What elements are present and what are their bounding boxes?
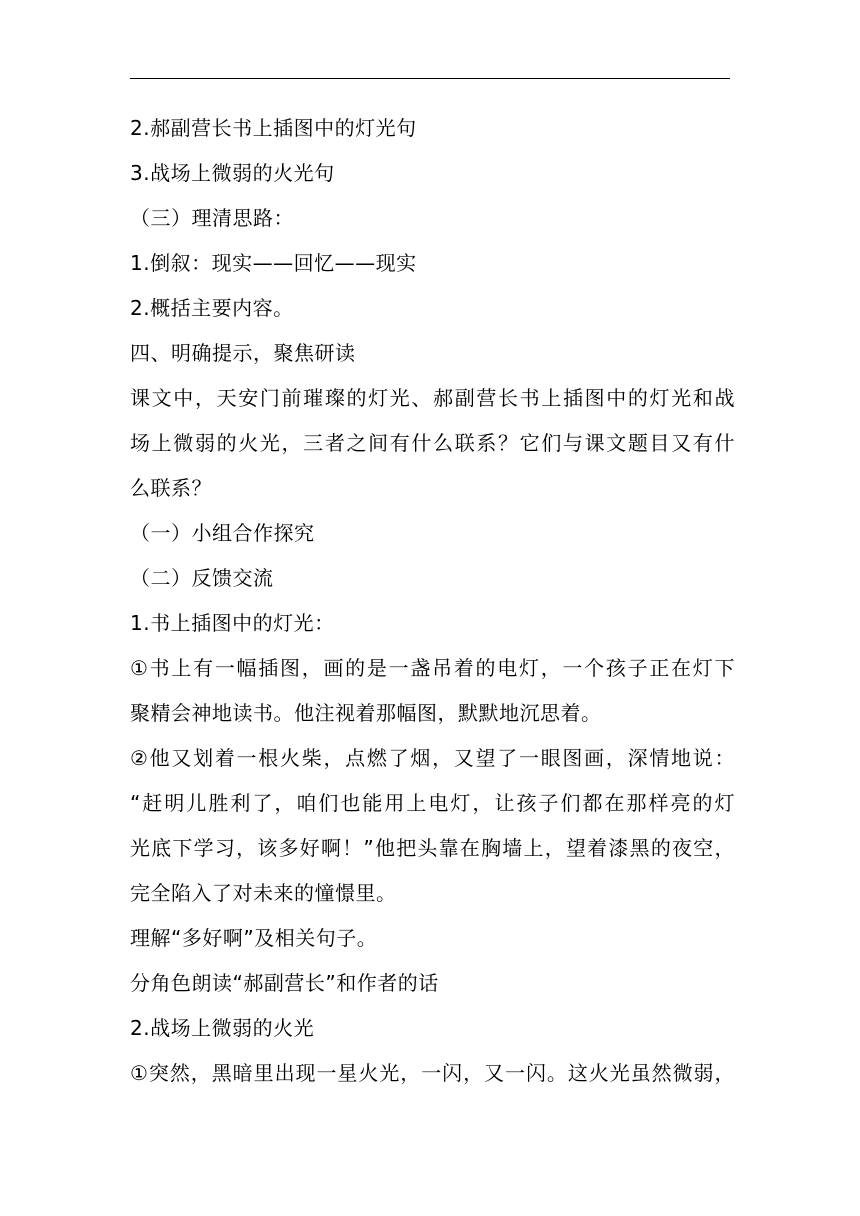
paragraph-line: ①书上有一幅插图，画的是一盏吊着的电灯，一个孩子正在灯下 — [130, 656, 735, 680]
paragraph-line: ②他又划着一根火柴，点燃了烟，又望了一眼图画，深情地说： — [130, 746, 735, 770]
section-heading: 四、明确提示，聚焦研读 — [130, 341, 356, 365]
text-line: 3.战场上微弱的火光句 — [130, 161, 335, 185]
text-line: 1.倒叙：现实——回忆——现实 — [130, 251, 417, 275]
section-heading: （三）理清思路： — [130, 206, 294, 230]
section-heading: （二）反馈交流 — [130, 566, 274, 590]
paragraph-line: “赶明儿胜利了，咱们也能用上电灯，让孩子们都在那样亮的灯 — [130, 791, 735, 815]
paragraph-line: ①突然，黑暗里出现一星火光，一闪，又一闪。这火光虽然微弱， — [130, 1061, 735, 1085]
text-line: 2.战场上微弱的火光 — [130, 1016, 315, 1040]
paragraph-line: 课文中，天安门前璀璨的灯光、郝副营长书上插图中的灯光和战 — [130, 386, 735, 410]
paragraph-line: 完全陷入了对未来的憧憬里。 — [130, 881, 397, 905]
text-line: 2.概括主要内容。 — [130, 296, 294, 320]
paragraph-line: 场上微弱的火光，三者之间有什么联系？它们与课文题目又有什 — [130, 431, 735, 455]
section-heading: （一）小组合作探究 — [130, 521, 315, 545]
paragraph-line: 光底下学习，该多好啊！”他把头靠在胸墙上，望着漆黑的夜空， — [130, 836, 735, 860]
text-line: 理解“多好啊”及相关句子。 — [130, 926, 378, 950]
paragraph-line: 聚精会神地读书。他注视着那幅图，默默地沉思着。 — [130, 701, 602, 725]
text-line: 1.书上插图中的灯光： — [130, 611, 335, 635]
header-rule — [130, 78, 730, 79]
paragraph-line: 么联系？ — [130, 476, 212, 500]
text-line: 分角色朗读“郝副营长”和作者的话 — [130, 971, 439, 995]
text-line: 2.郝副营长书上插图中的灯光句 — [130, 116, 417, 140]
